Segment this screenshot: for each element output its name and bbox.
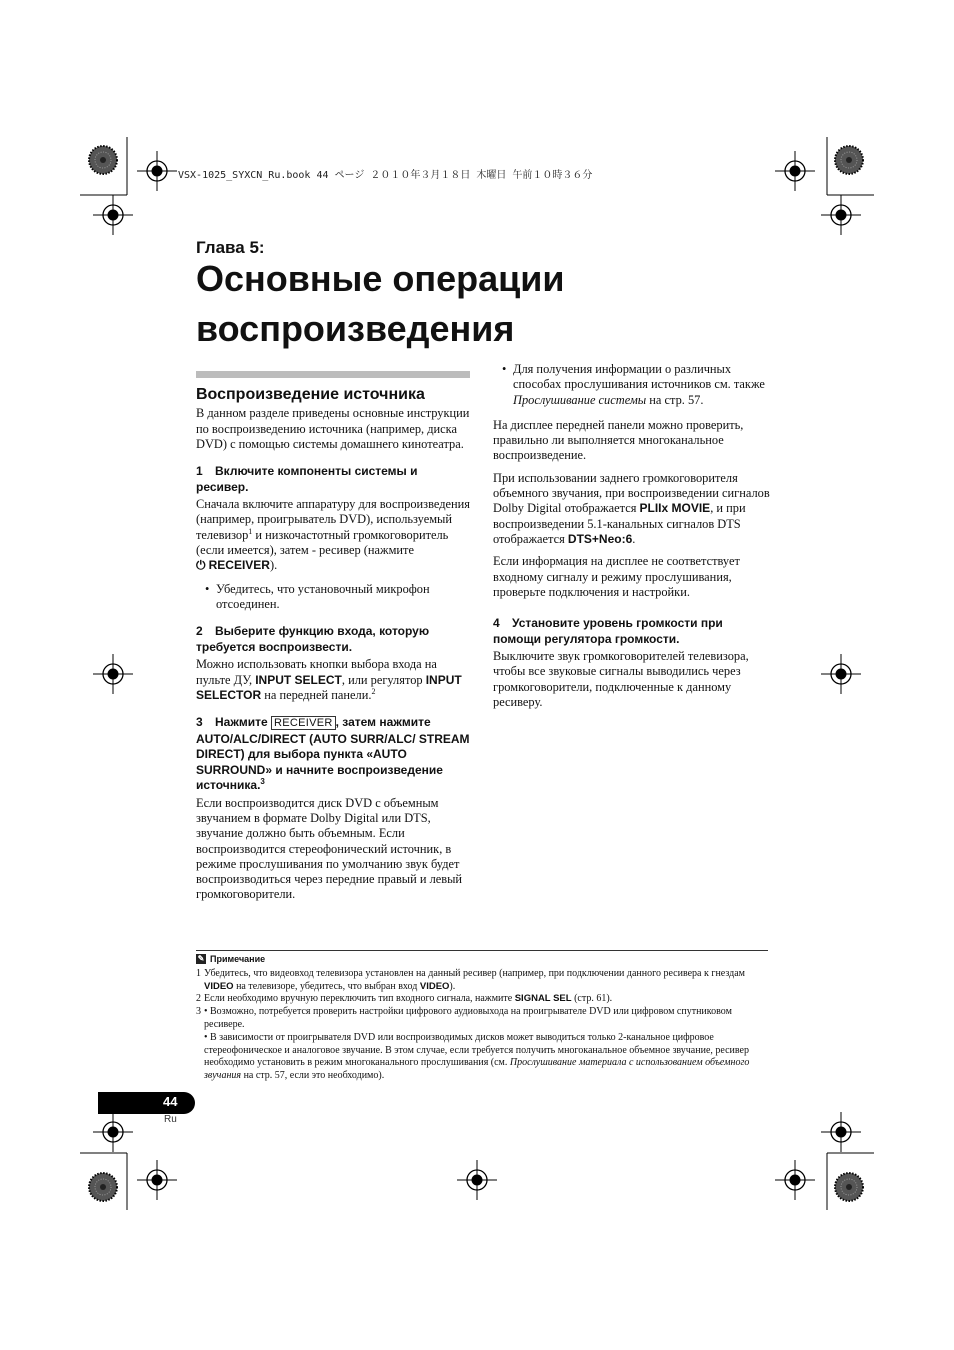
notes-heading-text: Примечание (210, 954, 266, 964)
video-label: VIDEO (204, 980, 234, 992)
step-1-title (196, 464, 471, 495)
dts-neo6-label: DTS+Neo:6 (567, 531, 633, 546)
note-icon: ✎ (197, 954, 205, 963)
bullet-icon: • (502, 362, 507, 376)
footnote-3-number: 3 (196, 1006, 201, 1018)
footnote-2-a: Если необходимо вручную переключить тип входного сигнала, нажмите (204, 993, 515, 1005)
notes-divider (196, 950, 768, 951)
step-4-title-text: Установите уровень громкости при помощи регулятора громкости. (493, 616, 723, 646)
step-3-body: Если воспроизводится диск DVD с объемным звучанием в формате Dolby Digital или DTS, звучание должно быть объемным. Если воспроизводится стереофонический источник, в режиме прослушивания по умолчанию звук будет воспроизводиться через передние правый и левый громкоговорители. (196, 795, 463, 902)
step-2-body (196, 657, 471, 703)
chapter-title-line2: воспроизведения (196, 308, 515, 349)
step-1-bullet (196, 582, 471, 613)
section-heading: Воспроизведение источника (196, 386, 425, 403)
step-2-title (196, 624, 471, 655)
footnote-2 (196, 993, 768, 1006)
right-para-2-a: При использовании заднего громкоговорителя объемного звучания, при воспроизведении сигналов Dolby Digital отображается (493, 470, 770, 516)
print-header: VSX-1025_SYXCN_Ru.book 44 ページ ２０１０年３月１８日 木曜日 午前１０時３６分 (178, 170, 593, 181)
footnote-2-number: 2 (196, 993, 201, 1005)
step-2-title-text: Выберите функцию входа, которую требуется воспроизвести. (196, 624, 430, 654)
right-bullet-b: на стр. 57. (646, 392, 704, 407)
footnote-1-number: 1 (196, 967, 201, 979)
step-3-title-a: Нажмите (215, 715, 271, 730)
step-1-number: 1 (196, 464, 203, 479)
footnote-ref-2: 2 (371, 686, 376, 696)
section-intro: В данном разделе приведены основные инструкции по воспроизведению источника (например, диска DVD) с помощью системы домашнего кинотеатра. (196, 406, 470, 451)
step-1-body-b: и низкочастотный громкоговоритель (если имеется), затем - ресивер (нажмите (196, 527, 449, 558)
input-select-label: INPUT SELECT (255, 672, 342, 687)
footnote-3-a: • Возможно, потребуется проверить настройки цифрового аудиовыхода на проигрывателе DVD или цифровом спутниковом ресивере. (204, 1006, 732, 1030)
page-number: 44 (163, 1094, 178, 1109)
step-4-number: 4 (493, 616, 500, 631)
step-3-number: 3 (196, 715, 203, 730)
input-selector-label: INPUT SELECTOR (196, 672, 462, 702)
section-bar (196, 371, 470, 378)
step-1-body-a: Сначала включите аппаратуру для воспроизведения (например, проигрыватель DVD), используемый телевизор (196, 497, 470, 542)
notes-heading (196, 953, 768, 966)
left-column (196, 371, 471, 910)
footnote-ref-1: 1 (248, 526, 253, 536)
page-language: Ru (164, 1114, 177, 1125)
footnote-3-b2: на стр. 57, если это необходимо). (241, 1070, 385, 1082)
right-column (493, 362, 771, 717)
right-bullet (493, 362, 771, 408)
footnote-3 (196, 1006, 768, 1083)
step-4-body: Выключите звук громкоговорителей телевизора, чтобы все звуковые сигналы выводились через громкоговорители, подключенные к данному ресиверу. (493, 649, 749, 710)
footnote-3-b (204, 1032, 768, 1083)
step-1-body-c: ). (269, 558, 278, 573)
step-4-title (493, 616, 771, 647)
step-2-number: 2 (196, 624, 203, 639)
video-label: VIDEO (419, 980, 450, 992)
step-3-title-b: , затем нажмите AUTO/ALC/DIRECT (AUTO SURR/ALC/ STREAM DIRECT) для выбора пункта «AUTO SURROUND» и начните воспроизведение источника. (196, 715, 470, 793)
signal-sel-label: SIGNAL SEL (514, 993, 572, 1005)
step-3-title (196, 715, 471, 794)
footnote-1-b: на телевизоре, убедитесь, что выбран вход (233, 980, 420, 992)
receiver-button-label: RECEIVER (208, 558, 270, 573)
listening-link-text: Прослушивание системы (513, 392, 647, 407)
chapter-title (196, 254, 796, 354)
right-para-2-c: . (632, 531, 636, 546)
right-bullet-a: Для получения информации о различных способах прослушивания источников см. также (513, 362, 765, 392)
receiver-key-icon: RECEIVER (271, 716, 336, 730)
surround-link-text: Прослушивание материала с использованием объемного звучания (204, 1057, 750, 1082)
step-2-body-b: , или регулятор (341, 672, 426, 687)
step-2-body-c: на передней панели. (261, 687, 372, 702)
footnote-ref-3: 3 (260, 777, 265, 787)
chapter-label: Глава 5: (196, 238, 265, 257)
right-para-2 (493, 471, 771, 547)
footnote-3-b1: • В зависимости от проигрывателя DVD или воспроизводимых дисков может выводиться только 2-канальное цифровое стереофоническое и аналоговое звучание. В этом случае, если требуется получить многоканальное объемное звучание, ресивер необходимо установить в режим многоканального прослушивания (см. (204, 1031, 749, 1069)
step-2-body-a: Можно использовать кнопки выбора входа на пульте ДУ, (196, 657, 437, 687)
right-para-1: На дисплее передней панели можно проверить, правильно ли выполняется многоканальное воспроизведение. (493, 417, 744, 463)
step-1-body (196, 497, 471, 573)
step-1-bullet-text: Убедитесь, что установочный микрофон отсоединен. (216, 581, 430, 611)
footnote-1 (196, 968, 768, 994)
footnote-2-b: (стр. 61). (571, 993, 613, 1005)
bullet-icon: • (205, 581, 210, 596)
footnote-1-c: ). (449, 980, 456, 992)
page-number-badge (98, 1092, 195, 1114)
right-para-3: Если информация на дисплее не соответствует входному сигналу и режиму прослушивания, проверьте подключения и настройки. (493, 554, 740, 599)
step-1-title-text: Включите компоненты системы и ресивер. (196, 464, 418, 494)
footnote-1-a: Убедитесь, что видеовход телевизора установлен на данный ресивер (например, при подключении данного ресивера к гнездам (204, 967, 745, 979)
pliix-movie-label: PLIIx MOVIE (639, 501, 711, 516)
notes-section (196, 953, 768, 1083)
chapter-title-line1: Основные операции (196, 258, 565, 299)
right-para-2-b: , и при воспроизведении 5.1-канальных сигналов DTS отображается (493, 501, 746, 546)
power-icon: ⏻ (196, 558, 206, 573)
